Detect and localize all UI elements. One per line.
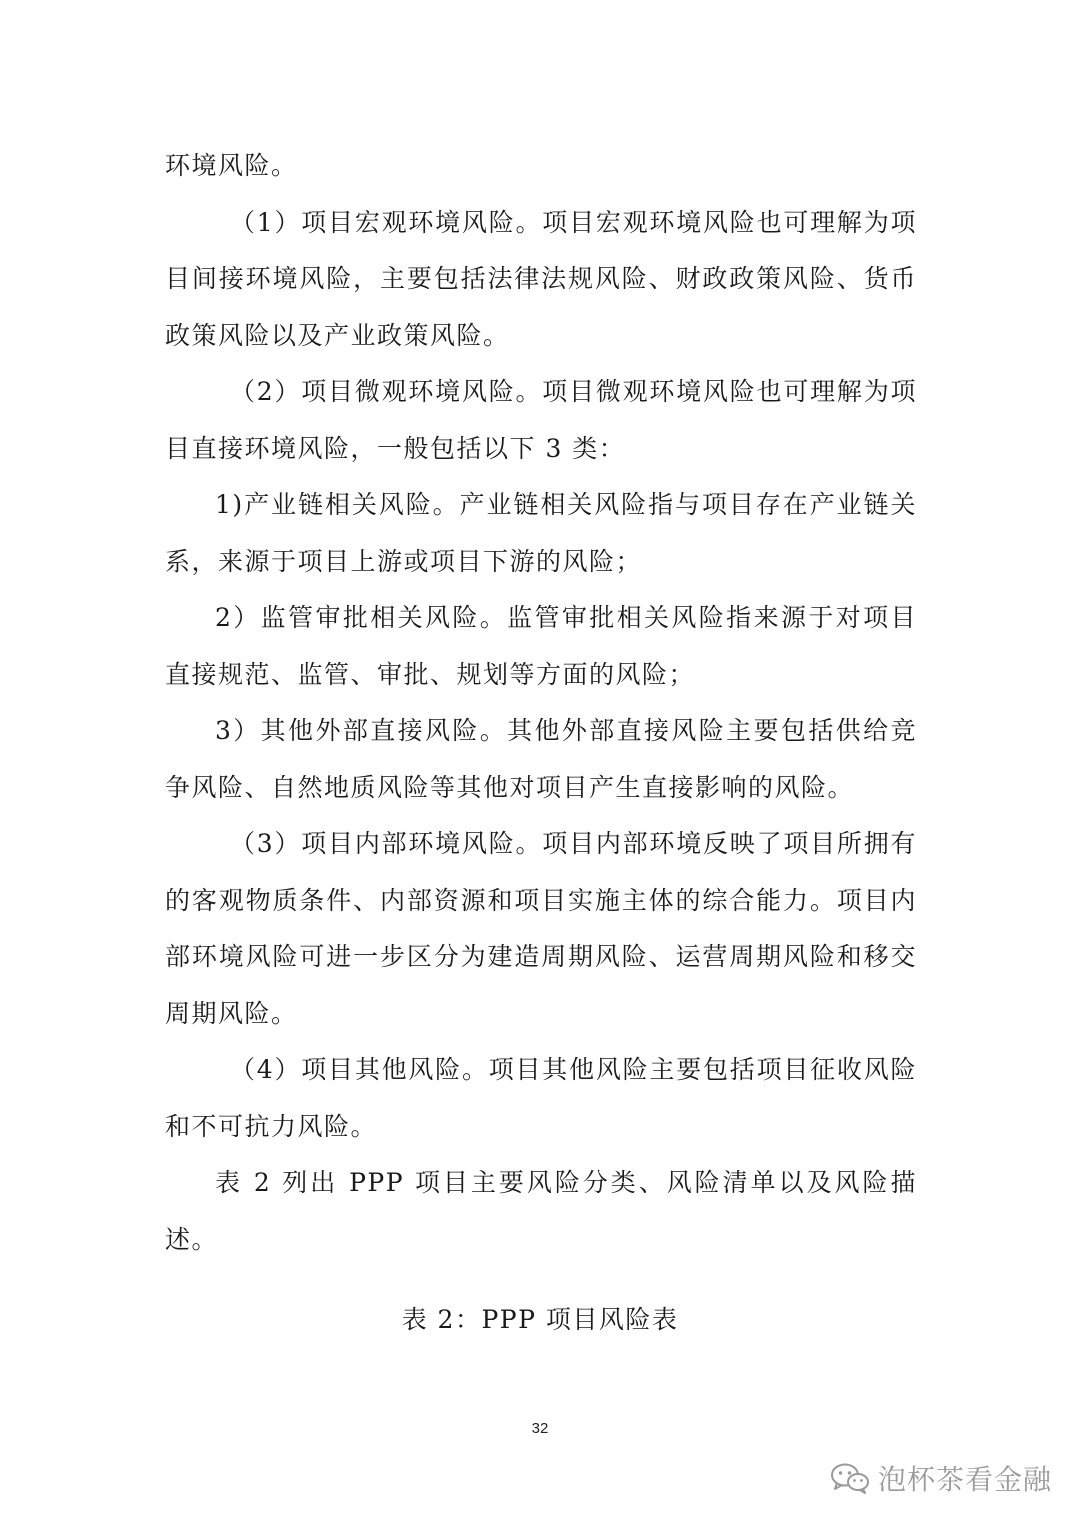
wechat-icon	[830, 1462, 870, 1494]
paragraph-4: 2）监管审批相关风险。监管审批相关风险指来源于对项目直接规范、监管、审批、规划等方面的风险；	[165, 603, 917, 689]
watermark	[830, 1458, 1052, 1498]
paragraph-5: 3）其他外部直接风险。其他外部直接风险主要包括供给竞争风险、自然地质风险等其他对项目产生直接影响的风险。	[165, 716, 917, 802]
paragraph-8: 表 2 列出 PPP 项目主要风险分类、风险清单以及风险描述。	[165, 1168, 917, 1254]
paragraph-6: （3）项目内部环境风险。项目内部环境反映了项目所拥有的客观物质条件、内部资源和项目实施主体的综合能力。项目内部环境风险可进一步区分为建造周期风险、运营周期风险和移交周期风险。	[165, 829, 917, 1028]
paragraph-7: （4）项目其他风险。项目其他风险主要包括项目征收风险和不可抗力风险。	[165, 1055, 917, 1141]
paragraph-1: （1）项目宏观环境风险。项目宏观环境风险也可理解为项目间接环境风险，主要包括法律法规风险、财政政策风险、货币政策风险以及产业政策风险。	[165, 207, 917, 350]
watermark-text: 泡杯茶看金融	[877, 1463, 1052, 1496]
page-number: 32	[531, 1420, 549, 1437]
paragraph-0: 环境风险。	[165, 151, 298, 180]
paragraph-2: （2）项目微观环境风险。项目微观环境风险也可理解为项目直接环境风险，一般包括以下 3 类：	[165, 377, 917, 463]
table-caption: 表 2：PPP 项目风险表	[401, 1305, 679, 1334]
paragraph-3: 1)产业链相关风险。产业链相关风险指与项目存在产业链关系，来源于项目上游或项目下游的风险；	[165, 490, 917, 576]
document-body	[165, 138, 917, 1268]
